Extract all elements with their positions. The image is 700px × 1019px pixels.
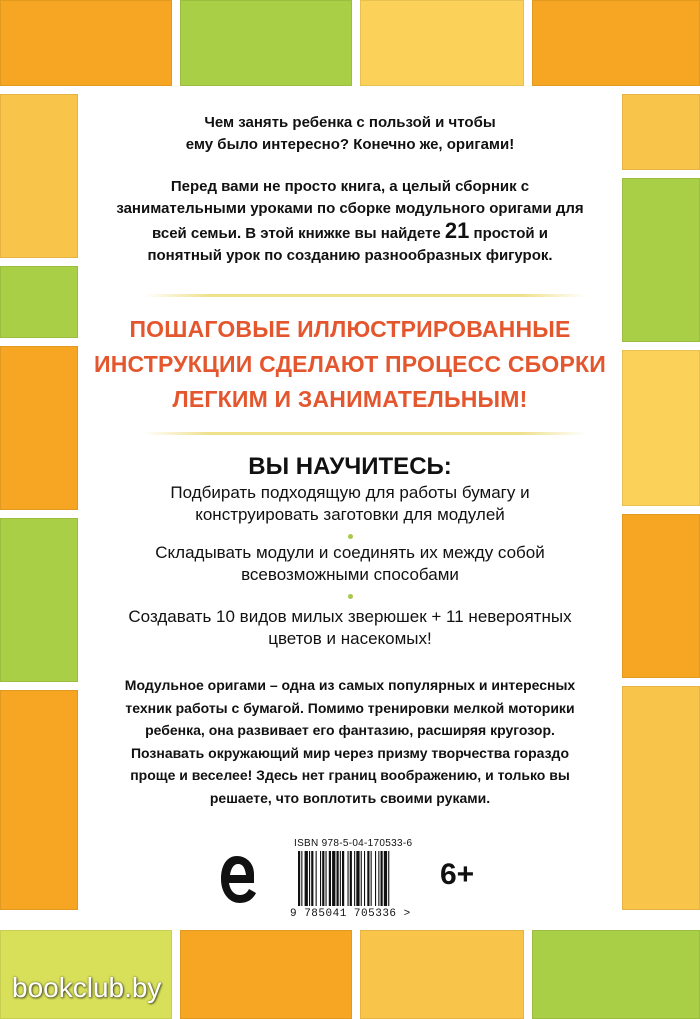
- learn-item-line: конструировать заготовки для модулей: [195, 505, 505, 524]
- about-text: [106, 674, 594, 809]
- bullet-dot: [348, 534, 353, 539]
- about-line: ребенка, она развивает его фантазию, расширяя кругозор.: [145, 722, 555, 738]
- learn-item-line: цветов и насекомых!: [268, 629, 432, 648]
- bullet-dot: [348, 594, 353, 599]
- tile: [0, 346, 78, 510]
- divider: [144, 432, 586, 435]
- divider: [144, 294, 586, 297]
- about-line: проще и веселее! Здесь нет границ воображению, и только вы: [130, 767, 570, 783]
- tile: [0, 690, 78, 910]
- tile: [0, 266, 78, 338]
- tile: [532, 930, 700, 1019]
- headline-line: ЛЕГКИМ И ЗАНИМАТЕЛЬНЫМ!: [172, 386, 528, 412]
- about-line: техник работы с бумагой. Помимо тренировки мелкой моторики: [125, 699, 575, 716]
- learn-item: [106, 482, 594, 526]
- tile: [360, 930, 524, 1019]
- back-cover-content: [86, 86, 614, 929]
- headline-line: ПОШАГОВЫЕ ИЛЛЮСТРИРОВАННЫЕ: [129, 316, 571, 342]
- headline: [86, 312, 614, 417]
- about-line: Модульное оригами – одна из самых популярных и интересных: [124, 677, 576, 693]
- watermark-text: bookclub.by: [12, 972, 162, 1003]
- description-line: Перед вами не просто книга, а целый сборник с: [170, 178, 530, 195]
- intro-line: ему было интересно? Конечно же, оригами!: [185, 136, 515, 153]
- tile: [532, 0, 700, 86]
- tile: [0, 0, 172, 86]
- tile: [0, 94, 78, 258]
- learn-title: ВЫ НАУЧИТЕСЬ:: [248, 453, 452, 480]
- age-rating: 6+: [440, 858, 475, 891]
- intro-line: Чем занять ребенка с пользой и чтобы: [204, 114, 496, 131]
- description-line: занимательными уроками по сборке модульного оригами для: [116, 200, 584, 217]
- intro-text: [86, 112, 614, 156]
- publisher-logo-icon: [218, 854, 260, 906]
- learn-item-line: Создавать 10 видов милых зверюшек + 11 невероятных: [128, 607, 572, 626]
- learn-item: [106, 606, 594, 650]
- description-fragment: всей семьи. В этой книжке вы найдете: [152, 225, 441, 242]
- description-text: [86, 176, 614, 267]
- tile: [622, 350, 700, 506]
- learn-item: [106, 542, 594, 586]
- tile: [360, 0, 524, 86]
- learn-item-line: Подбирать подходящую для работы бумагу и: [170, 483, 530, 502]
- tile: [622, 94, 700, 170]
- tile: [622, 178, 700, 342]
- tile: [622, 686, 700, 910]
- tile: [180, 930, 352, 1019]
- description-line: понятный урок по созданию разнообразных фигурок.: [147, 247, 553, 264]
- learn-item-line: Складывать модули и соединять их между собой: [155, 543, 545, 562]
- isbn-label: ISBN 978-5-04-170533-6: [294, 838, 413, 849]
- tile: [180, 0, 352, 86]
- learn-item-line: всевозможными способами: [241, 565, 459, 584]
- tile: [0, 518, 78, 682]
- tile: [622, 514, 700, 678]
- barcode-digits: 9 785041 705336 >: [290, 908, 411, 920]
- about-line: Познавать окружающий мир через призму творчества гораздо: [130, 744, 569, 761]
- description-fragment: простой и: [473, 225, 548, 242]
- description-line: [86, 220, 614, 245]
- lesson-count: 21: [444, 218, 470, 243]
- headline-line: ИНСТРУКЦИИ СДЕЛАЮТ ПРОЦЕСС СБОРКИ: [94, 351, 606, 377]
- about-line: решаете, что воплотить своими руками.: [209, 789, 491, 806]
- barcode: [296, 851, 422, 906]
